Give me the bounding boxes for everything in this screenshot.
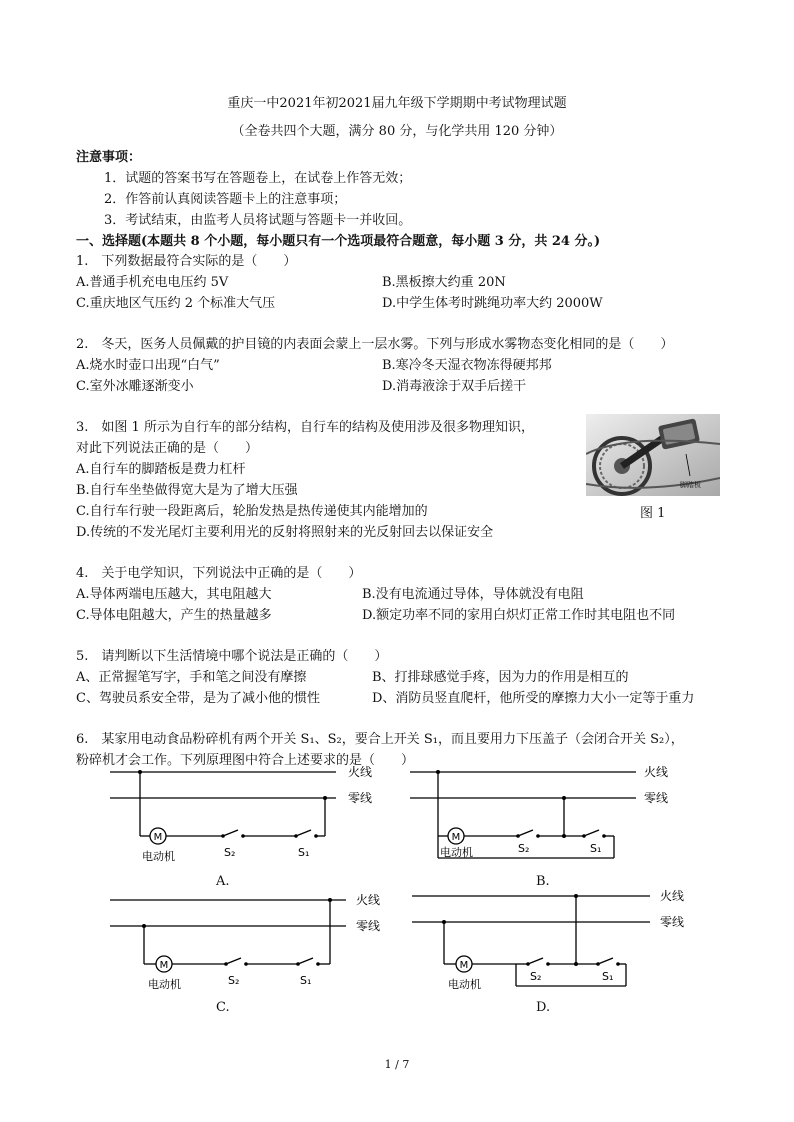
- motor-symbol: M: [153, 832, 163, 843]
- option-b: B.没有电流通过导体，导体就没有电阻: [362, 587, 584, 602]
- switch-s1-label: S₁: [602, 970, 614, 983]
- page-subtitle: （全卷共四个大题，满分 80 分，与化学共用 120 分钟）: [231, 124, 563, 139]
- option-b: B.自行车坐垫做得宽大是为了增大压强: [76, 483, 298, 498]
- option-d: D.中学生体考时跳绳功率大约 2000W: [382, 296, 603, 311]
- figure-label: 脚踏板: [680, 481, 701, 489]
- circuit-b-label: B.: [536, 874, 550, 889]
- motor-symbol: M: [159, 960, 169, 971]
- motor-label: 电动机: [448, 978, 481, 991]
- option-c: C.室外冰雕逐渐变小: [76, 379, 194, 394]
- live-wire-label: 火线: [644, 765, 669, 779]
- circuit-b: [400, 764, 700, 874]
- circuit-c-label: C.: [216, 1000, 230, 1015]
- bicycle-pedal-figure: [586, 414, 720, 496]
- switch-s1-label: S₁: [298, 846, 310, 859]
- question-stem-cont: 对此下列说法正确的是（ ）: [76, 441, 259, 456]
- option-b: B、打排球感觉手疼，因为力的作用是相互的: [372, 670, 629, 685]
- motor-symbol: M: [459, 960, 469, 971]
- switch-s2-label: S₂: [228, 974, 240, 987]
- question-stem: 2. 冬天，医务人员佩戴的护目镜的内表面会蒙上一层水雾。下列与形成水雾物态变化相同的是（ ）: [76, 337, 674, 352]
- motor-label: 电动机: [142, 850, 175, 863]
- option-a: A、正常握笔写字，手和笔之间没有摩擦: [76, 670, 307, 685]
- option-d: D.消毒液涂于双手后搓干: [382, 379, 527, 394]
- option-c: C.自行车行驶一段距离后，轮胎发热是热传递使其内能增加的: [76, 504, 428, 519]
- option-c: C.重庆地区气压约 2 个标准大气压: [76, 296, 276, 311]
- motor-label: 电动机: [440, 846, 473, 859]
- option-a: A.烧水时壶口出现“白气”: [76, 358, 220, 373]
- page-title: 重庆一中2021年初2021届九年级下学期期中考试物理试题: [227, 96, 567, 111]
- switch-s2-label: S₂: [224, 846, 236, 859]
- option-a: A.自行车的脚踏板是费力杠杆: [76, 462, 246, 477]
- option-a: A.普通手机充电电压约 5V: [76, 275, 229, 290]
- live-wire-label: 火线: [348, 765, 373, 779]
- note-item: 1．试题的答案书写在答题卷上，在试卷上作答无效；: [104, 171, 412, 186]
- circuit-a-label: A.: [216, 874, 230, 889]
- option-d: D.传统的不发光尾灯主要利用光的反射将照射来的光反射回去以保证安全: [76, 525, 494, 540]
- switch-s1-label: S₁: [300, 974, 312, 987]
- motor-symbol: M: [451, 832, 461, 843]
- neutral-wire-label: 零线: [356, 919, 381, 933]
- note-item: 2．作答前认真阅读答题卡上的注意事项；: [104, 192, 347, 207]
- switch-s2-label: S₂: [530, 970, 542, 983]
- option-c: C、驾驶员系安全带，是为了减小他的惯性: [76, 691, 320, 706]
- circuit-d-label: D.: [536, 1000, 551, 1015]
- figure-caption: 图 1: [640, 506, 666, 521]
- question-stem: 4. 关于电学知识，下列说法中正确的是（ ）: [76, 566, 362, 581]
- notes-heading: 注意事项：: [76, 150, 142, 165]
- switch-s2-label: S₂: [518, 842, 530, 855]
- question-stem: 1. 下列数据最符合实际的是（ ）: [76, 254, 297, 269]
- option-d: D.额定功率不同的家用白炽灯正常工作时其电阻也不同: [362, 608, 676, 623]
- circuit-d: [402, 888, 702, 998]
- question-stem: 6. 某家用电动食品粉碎机有两个开关 S₁、S₂，要合上开关 S₁，而且要用力下压盖子（会闭合开关 S₂），: [76, 732, 684, 747]
- question-stem: 5. 请判断以下生活情境中哪个说法是正确的（ ）: [76, 649, 388, 664]
- neutral-wire-label: 零线: [660, 915, 685, 929]
- live-wire-label: 火线: [660, 889, 685, 903]
- question-stem-cont: 粉碎机才会工作。下列原理图中符合上述要求的是（ ）: [76, 753, 415, 768]
- question-stem: 3. 如图 1 所示为自行车的部分结构，自行车的结构及使用涉及很多物理知识，: [76, 420, 534, 435]
- note-item: 3．考试结束，由监考人员将试题与答题卡一并收回。: [104, 213, 412, 228]
- motor-label: 电动机: [148, 978, 181, 991]
- section-heading: 一、选择题(本题共 8 个小题，每小题只有一个选项最符合题意，每小题 3 分，共 24 分。): [76, 234, 601, 249]
- option-c: C.导体电阻越大，产生的热量越多: [76, 608, 272, 623]
- option-d: D、消防员竖直爬杆，他所受的摩擦力大小一定等于重力: [372, 691, 695, 706]
- circuit-a: [100, 764, 400, 874]
- option-b: B.寒冷冬天湿衣物冻得硬邦邦: [382, 358, 552, 373]
- neutral-wire-label: 零线: [348, 791, 373, 805]
- page-number: 1 / 7: [384, 1058, 410, 1071]
- switch-s1-label: S₁: [590, 842, 602, 855]
- live-wire-label: 火线: [356, 893, 381, 907]
- neutral-wire-label: 零线: [644, 791, 669, 805]
- circuit-c: [100, 892, 400, 1002]
- option-a: A.导体两端电压越大，其电阻越大: [76, 587, 272, 602]
- option-b: B.黑板擦大约重 20N: [382, 275, 506, 290]
